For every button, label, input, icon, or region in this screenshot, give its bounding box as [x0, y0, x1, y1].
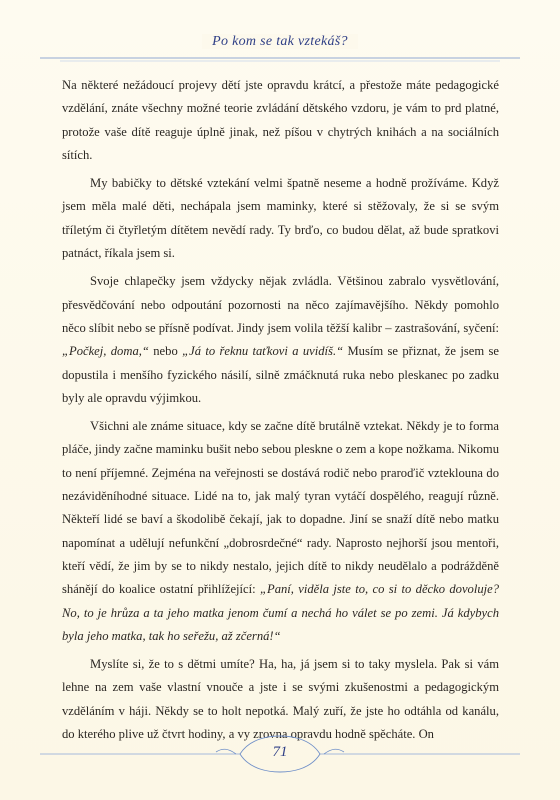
page-number: 71 [272, 744, 288, 760]
italic-quote: „Já to řeknu taťkovi a uvidíš.“ [182, 344, 344, 359]
italic-quote: „Paní, viděla jste to, co si to děcko dovoluje? No, to je hrůza a ta jeho matka jenom čumí a nechá ho válet se po zemi. Já kdybych byla jeho matka, tak ho seřežu, až zčerná!“ [62, 582, 500, 643]
paragraph [62, 74, 499, 167]
paragraph [62, 270, 499, 410]
paragraph [62, 172, 499, 265]
italic-quote: „Počkej, doma,“ [62, 344, 149, 359]
body-text [62, 74, 499, 746]
running-header [0, 34, 560, 50]
header-ornament-rule [40, 48, 520, 68]
running-header-text: Po kom se tak vztekáš? [202, 34, 358, 49]
text-run: Myslíte si, že to s dětmi umíte? Ha, ha, já jsem si to taky myslela. Pak si vám lehne na zem vaše vlastní vnouče a jste i se svými zkušenostmi a pedagogickým vzděláním v háji. Někdy se to holt nepotká. Malý zuří, že jste ho odtáhla od kanálu, do kterého plive už čtvrt hodiny, a vy zrovna opravdu hodně spěcháte. On [62, 657, 499, 742]
text-run: nebo [148, 344, 183, 359]
paragraph [62, 415, 499, 648]
text-run: My babičky to dětské vztekání velmi špatně neseme a hodně prožíváme. Když jsem měla malé děti, nechápala jsem maminky, které si stěžovaly, že si se svým tříletým či čtyřletým dítětem nevědí rady. Ty brďo, co budou dělat, až bude spratkovi patnáct, říkala jsem si. [62, 176, 499, 261]
text-run: Všichni ale známe situace, kdy se začne dítě brutálně vztekat. Někdy je to forma pláče, jindy začne maminku bušit nebo sebou pleskne o zem a kope nožkama. Nikomu to není příjemné. Zejména na veřejnosti se dostává rodič nebo praroďič vzteklouna do nezáviděníhodné situace. Lidé na to, jak malý tyran vytáčí dospělého, reagují různě. Někteří lidé se baví a škodolibě čekají, jak to dopadne. Jiní se snaží dítě nebo matku napomínat a udělují nefunkční „dobrosrdečné“ rady. Naprosto nejhorší jsou mentoři, kteří vědí, že jim by se to nikdy nestalo, jejich dítě to nikdy neudělalo a podrážděně shánějí do koalice ostatní přihlížející: [62, 419, 499, 597]
text-run: Musím se přiznat, že jsem se dopustila i menšího fyzického násilí, silně zmáčknutá ruka nebo pleskanec po zadku byly ale opravdu výjimkou. [62, 344, 499, 405]
text-run: Na některé nežádoucí projevy dětí jste opravdu krátcí, a přestože máte pedagogické vzdělání, znáte všechny možné teorie zvládání dětského vzdoru, je vám to prd platné, protože vaše dítě reaguje úplně jinak, než píšou v chytrých knihách a na sociálních sítích. [62, 78, 499, 162]
text-run: Svoje chlapečky jsem vždycky nějak zvládla. Většinou zabralo vysvětlování, přesvědčování nebo odpoutání pozornosti na něco zajímavějšího. Někdy pomohlo něco slíbit nebo se přísně podívat. Jindy jsem volila těžší kalibr – zastrašování, syčení: [62, 274, 499, 335]
